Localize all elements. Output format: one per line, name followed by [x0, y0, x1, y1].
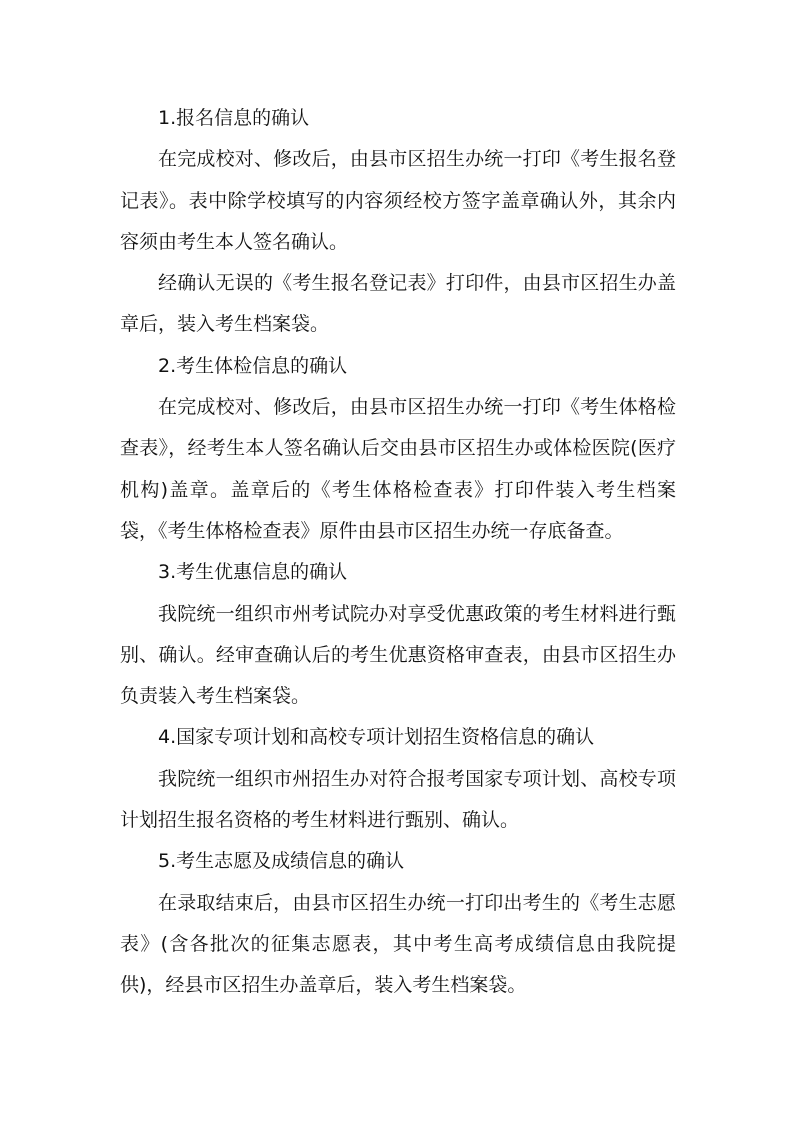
section-1-paragraph-1: 在完成校对、修改后，由县市区招生办统一打印《考生报名登记表》。表中除学校填写的内容须经校方签字盖章确认外，其余内容须由考生本人签名确认。 — [120, 148, 676, 253]
section-4-paragraph-1: 我院统一组织市州招生办对符合报考国家专项计划、高校专项计划招生报名资格的考生材料进行甄别、确认。 — [120, 767, 676, 832]
section-4-heading: 4.国家专项计划和高校专项计划招生资格信息的确认 — [158, 726, 595, 749]
section-2-heading: 2.考生体检信息的确认 — [158, 354, 348, 377]
section-1-heading: 1.报名信息的确认 — [158, 107, 310, 129]
section-1-paragraph-2: 经确认无误的《考生报名登记表》打印件，由县市区招生办盖章后，装入考生档案袋。 — [120, 272, 676, 336]
section-3-paragraph-1: 我院统一组织市州考试院办对享受优惠政策的考生材料进行甄别、确认。经审查确认后的考生优惠资格审查表，由县市区招生办负责装入考生档案袋。 — [120, 602, 676, 708]
section-5-heading: 5.考生志愿及成绩信息的确认 — [158, 850, 405, 873]
section-2-paragraph-1: 在完成校对、修改后，由县市区招生办统一打印《考生体格检查表》，经考生本人签名确认后交由县市区招生办或体检医院(医疗机构)盖章。盖章后的《考生体格检查表》打印件装入考生档案袋，《考生体格检查表》原件由县市区招生办统一存底备查。 — [120, 396, 676, 542]
document-page — [120, 98, 676, 1007]
section-5-paragraph-1: 在录取结束后，由县市区招生办统一打印出考生的《考生志愿表》(含各批次的征集志愿表，其中考生高考成绩信息由我院提供)，经县市区招生办盖章后，装入考生档案袋。 — [120, 891, 676, 997]
section-3-heading: 3.考生优惠信息的确认 — [158, 561, 348, 584]
